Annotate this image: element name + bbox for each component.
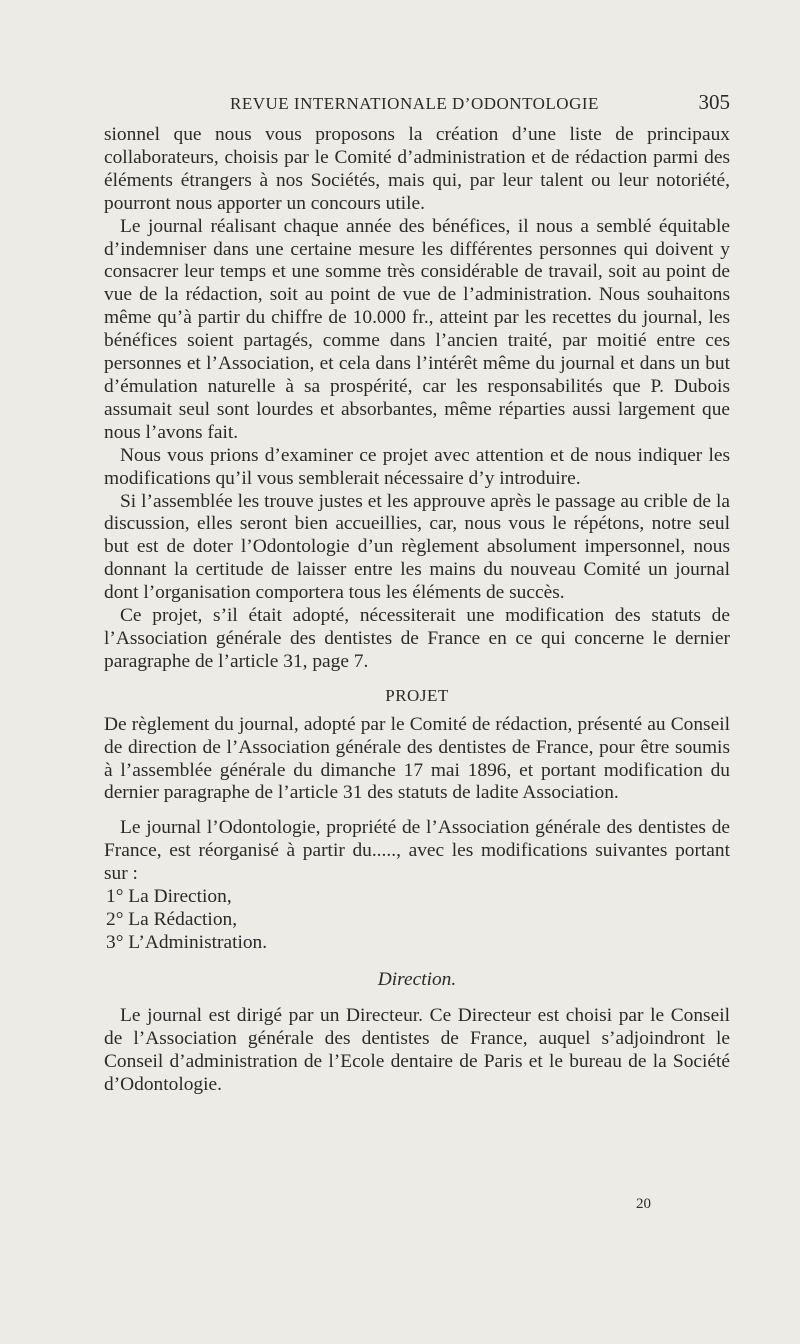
paragraph-assemblee: Si l’assemblée les trouve justes et les approuve après le passage au crible de la discussion, elles seront bien accueillies, car, nous vous le répétons, notre seul but est de doter l’Odontologie d’un règlement absolument impersonnel, nous donnant la certitude de laisser entre les mains du nouveau Comité un journal dont l’organisation comportera tous les éléments de succès.	[104, 490, 730, 604]
signature-mark: 20	[636, 1196, 651, 1212]
list-item: 2° La Rédaction,	[106, 909, 238, 930]
paragraph-statuts: Ce projet, s’il était adopté, nécessiterait une modification des statuts de l’Association générale des dentistes de France en ce qui concerne le dernier paragraphe de l’article 31, page 7.	[104, 605, 730, 672]
projet-text: Le journal l’Odontologie, propriété de l’Association générale des dentistes de France, est réorganisé à partir du....., avec les modifications suivantes portant sur :	[104, 817, 730, 885]
projet-list	[104, 886, 730, 955]
page-number: 305	[698, 90, 730, 114]
body-text	[104, 124, 730, 1096]
paragraph-benefices: Le journal réalisant chaque année des bénéfices, il nous a semblé équitable d’indemniser dans une certaine mesure les différentes personnes qui doivent y consacrer leur temps et une somme très considérable de travail, soit au point de vue de la rédaction, soit au point de vue de l’administration. Nous souhaitons même qu’à partir du chiffre de 10.000 fr., atteint par les recettes du journal, les bénéfices soient partagés, comme dans l’ancien traité, par moitié entre ces personnes et l’Association, et cela dans l’intérêt même du journal et dans un but d’émulation naturelle à sa prospérité, car les responsabilités que P. Dubois assumait seul sont lourdes et absorbantes, même réparties aussi largement que nous l’avons fait.	[104, 215, 730, 443]
running-head	[104, 90, 730, 120]
paragraph-continuation: sionnel que nous vous proposons la création d’une liste de principaux collaborateurs, choisis par le Comité d’administration et de rédaction parmi des éléments étrangers à nos Sociétés, mais qui, par leur talent ou leur notoriété, pourront nous apporter un concours utile.	[104, 124, 730, 214]
list-item: 3° L’Administration.	[106, 931, 268, 953]
direction-text: Le journal est dirigé par un Directeur. Ce Directeur est choisi par le Conseil de l’Association générale des dentistes de France, auquel s’adjoindront le Conseil d’administration de l’Ecole dentaire de Paris et le bureau de la Société d’Odontologie.	[104, 1004, 730, 1095]
projet-intro: De règlement du journal, adopté par le Comité de rédaction, présenté au Conseil de direction de l’Association générale des dentistes de France, pour être soumis à l’assemblée générale du dimanche 17 mai 1896, et portant modification du dernier paragraphe de l’article 31 des statuts de ladite Association.	[104, 713, 730, 804]
running-title: REVUE INTERNATIONALE D’ODONTOLOGIE	[230, 94, 599, 113]
page	[104, 90, 730, 1096]
list-item: 1° La Direction,	[106, 886, 232, 908]
direction-heading: Direction.	[377, 968, 457, 990]
paragraph-examiner: Nous vous prions d’examiner ce projet avec attention et de nous indiquer les modifications qu’il vous semblerait nécessaire d’y introduire.	[104, 444, 730, 489]
projet-heading: PROJET	[385, 685, 449, 705]
